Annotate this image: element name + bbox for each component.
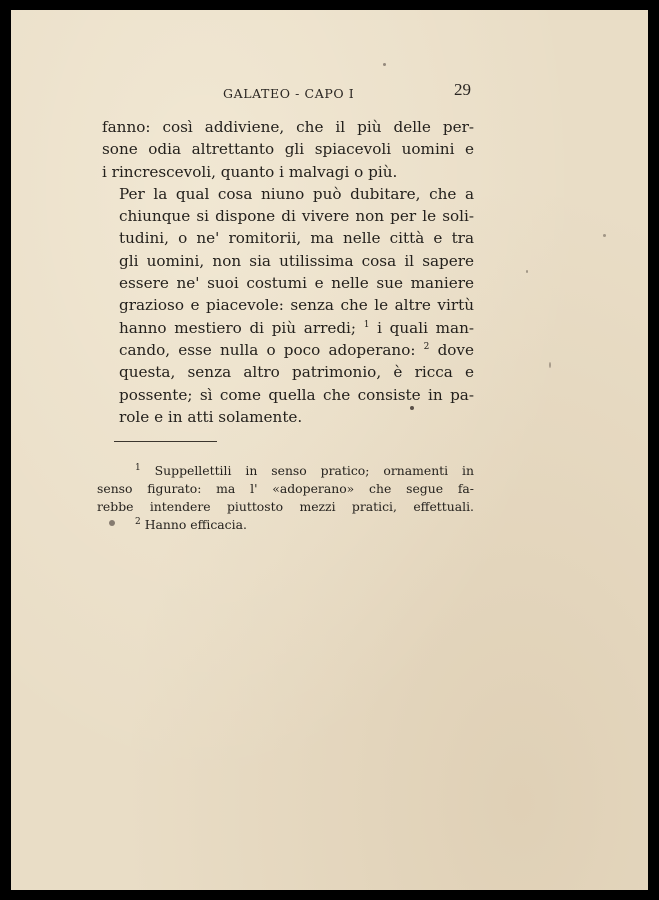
paragraph-2 <box>102 183 474 428</box>
paper-speck <box>109 520 115 526</box>
text-line-with-note-ref-2 <box>102 339 474 361</box>
footnote-divider <box>114 441 217 442</box>
text-line: i rincrescevoli, quanto i malvagi o più. <box>102 162 398 181</box>
paper-speck <box>603 234 606 237</box>
text-line: grazioso e piacevole: senza che le altre virtù <box>119 296 474 315</box>
text-line-with-note-ref-1 <box>102 317 474 339</box>
text-line: fanno: così addiviene, che il più delle per- <box>102 118 474 136</box>
text-line: possente; sì come quella che consiste in pa- <box>119 385 474 404</box>
footnote-text: Hanno efficacia. <box>144 517 247 532</box>
paper-speck <box>383 63 386 66</box>
footnote-marker-1: 1 <box>135 462 141 473</box>
text-fragment: dove <box>429 340 475 359</box>
text-line: Per la qual cosa niuno può dubitare, che a <box>119 184 474 203</box>
text-line: questa, senza altro patrimonio, è ricca e <box>119 363 474 382</box>
footnote-ref-1: 1 <box>363 319 370 330</box>
footnote-1 <box>97 462 474 516</box>
footnote-line: rebbe intendere piuttosto mezzi pratici, effettuali. <box>97 499 474 514</box>
running-head: GALATEO - CAPO I <box>223 86 355 101</box>
footnote-line <box>97 516 474 534</box>
text-fragment: i quali man- <box>369 318 475 337</box>
footnote-line: senso figurato: ma l' «adoperano» che segue fa- <box>97 481 474 496</box>
text-fragment: cando, esse nulla o poco adoperano: <box>119 340 416 359</box>
paper-speck <box>526 270 528 273</box>
text-line: sone odia altrettanto gli spiacevoli uomini e <box>102 140 474 159</box>
text-line: tudini, o ne' romitorii, ma nelle città e tra <box>119 229 474 248</box>
footnote-2 <box>97 516 474 534</box>
paper-speck <box>549 362 551 368</box>
paper-speck <box>410 406 414 410</box>
text-line: role e in atti solamente. <box>119 407 303 426</box>
page-header <box>11 80 648 106</box>
page-number: 29 <box>454 80 471 99</box>
footnote-marker-2: 2 <box>135 516 141 527</box>
text-fragment: hanno mestiero di più arredi; <box>119 318 357 337</box>
footnote-line <box>97 462 474 480</box>
text-line: chiunque si dispone di vivere non per le soli- <box>119 207 474 226</box>
paragraph-1 <box>102 116 474 183</box>
footnotes <box>97 462 474 534</box>
book-page <box>11 10 648 890</box>
footnote-text: Suppellettili in senso pratico; ornamenti in <box>154 463 474 478</box>
footnote-ref-2: 2 <box>423 341 430 352</box>
text-line: gli uomini, non sia utilissima cosa il sapere <box>119 251 474 270</box>
main-text <box>102 116 474 428</box>
text-line: essere ne' suoi costumi e nelle sue maniere <box>119 274 474 293</box>
